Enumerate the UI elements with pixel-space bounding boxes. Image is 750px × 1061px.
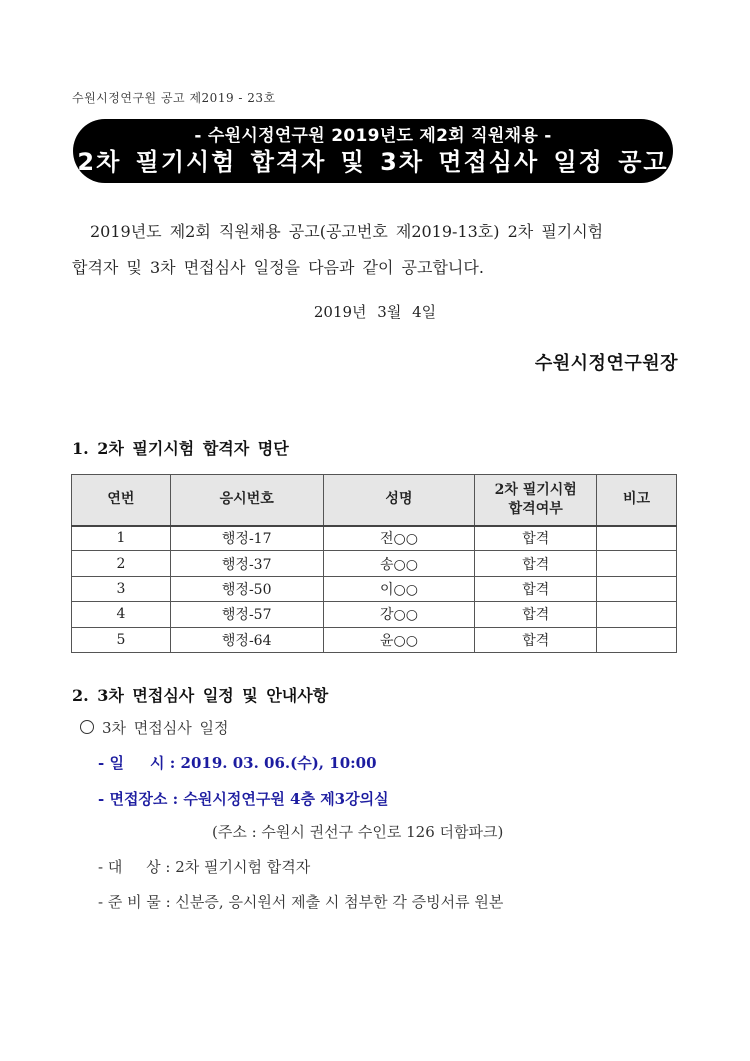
cell-note: [597, 576, 677, 601]
header-result-line-1: 2차 필기시험: [494, 481, 577, 498]
cell-result: 합격: [475, 576, 597, 601]
header-result-line-2: 합격여부: [508, 500, 563, 517]
table-row: [72, 551, 677, 576]
cell-serial: 2: [72, 551, 171, 576]
cell-note: [597, 526, 677, 551]
header-exam-id: 응시번호: [170, 475, 323, 526]
signature: 수원시정연구원장: [534, 353, 678, 374]
cell-serial: 1: [72, 526, 171, 551]
cell-name: 이○○: [323, 576, 475, 601]
section-1-title: 1. 2차 필기시험 합격자 명단: [72, 439, 289, 458]
interview-location: - 면접장소 : 수원시정연구원 4층 제3강의실: [98, 790, 389, 808]
section-2-title: 2. 3차 면접심사 일정 및 안내사항: [72, 686, 329, 705]
cell-serial: 3: [72, 576, 171, 601]
cell-exam-id: 행정-57: [170, 602, 323, 627]
intro-line-2: 합격자 및 3차 면접심사 일정을 다음과 같이 공고합니다.: [72, 258, 484, 277]
header-result: [475, 475, 597, 526]
header-serial: 연번: [72, 475, 171, 526]
cell-exam-id: 행정-50: [170, 576, 323, 601]
title-banner: [73, 119, 673, 183]
bullet-label: 3차 면접심사 일정: [102, 719, 229, 737]
interview-datetime: - 일 시 : 2019. 03. 06.(수), 10:00: [98, 754, 377, 772]
cell-result: 합격: [475, 526, 597, 551]
cell-name: 송○○: [323, 551, 475, 576]
passers-table: [71, 474, 677, 653]
cell-result: 합격: [475, 602, 597, 627]
header-name: 성명: [323, 475, 475, 526]
table-row: [72, 576, 677, 601]
document-number: 수원시정연구원 공고 제2019 - 23호: [72, 91, 276, 105]
table-row: [72, 602, 677, 627]
banner-title: 2차 필기시험 합격자 및 3차 면접심사 일정 공고: [77, 148, 669, 176]
cell-result: 합격: [475, 627, 597, 652]
cell-exam-id: 행정-64: [170, 627, 323, 652]
interview-materials: - 준 비 물 : 신분증, 응시원서 제출 시 첨부한 각 증빙서류 원본: [98, 893, 504, 911]
header-note: 비고: [597, 475, 677, 526]
cell-name: 강○○: [323, 602, 475, 627]
intro-line-1: 2019년도 제2회 직원채용 공고(공고번호 제2019-13호) 2차 필기시험: [90, 222, 604, 241]
interview-address: (주소 : 수원시 권선구 수인로 126 더함파크): [212, 823, 504, 841]
cell-serial: 4: [72, 602, 171, 627]
intro-paragraph: [72, 214, 682, 286]
cell-result: 합격: [475, 551, 597, 576]
cell-note: [597, 627, 677, 652]
table-row: [72, 627, 677, 652]
cell-serial: 5: [72, 627, 171, 652]
cell-exam-id: 행정-37: [170, 551, 323, 576]
cell-exam-id: 행정-17: [170, 526, 323, 551]
cell-name: 전○○: [323, 526, 475, 551]
cell-note: [597, 602, 677, 627]
interview-schedule-heading: [80, 717, 229, 738]
announcement-date: 2019년 3월 4일: [313, 303, 437, 321]
table-row: [72, 526, 677, 551]
cell-note: [597, 551, 677, 576]
table-header-row: [72, 475, 677, 526]
cell-name: 윤○○: [323, 627, 475, 652]
circle-bullet-icon: [80, 720, 94, 734]
banner-subtitle: - 수원시정연구원 2019년도 제2회 직원채용 -: [194, 126, 552, 146]
interview-target: - 대 상 : 2차 필기시험 합격자: [98, 858, 311, 876]
